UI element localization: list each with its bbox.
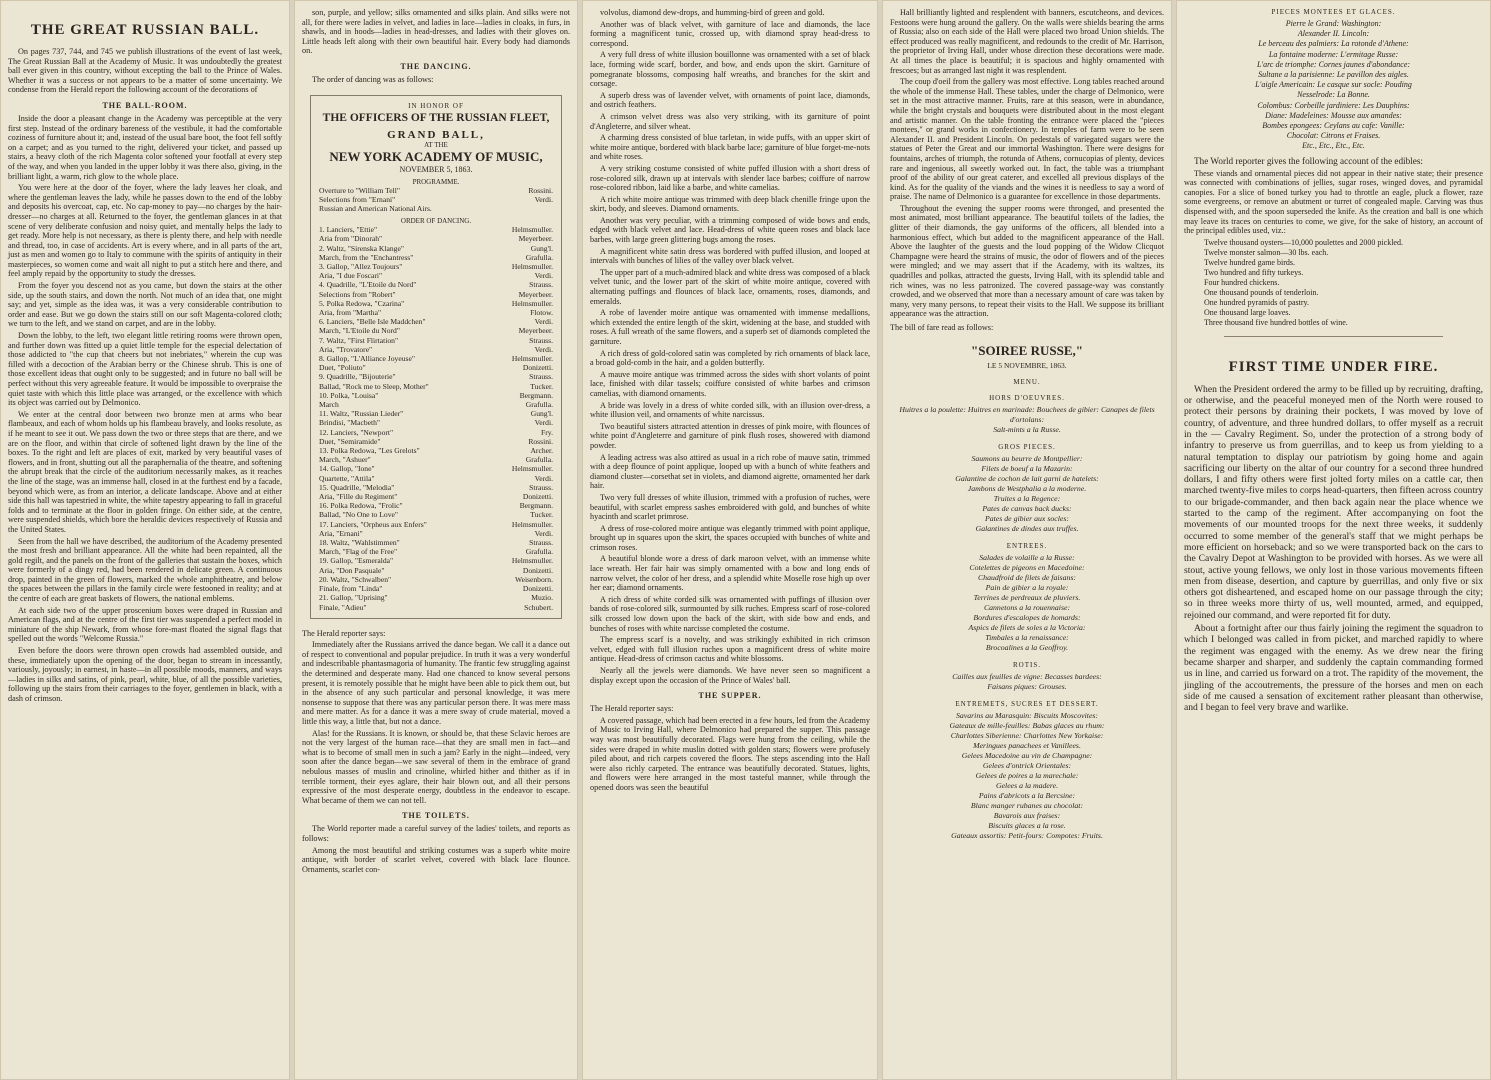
menu-section-heading: ROTIS. [1013,660,1041,669]
dance-row-composer: Verdi. [534,528,553,538]
dance-row [319,326,553,335]
menu-item: Gelees a la madere. [995,780,1059,790]
dance-row [319,446,553,455]
menu-section-heading: HORS D'OEUVRES. [989,393,1065,402]
dance-row [319,372,553,381]
column-2 [294,0,578,1080]
dance-row-composer: Verdi. [534,317,553,327]
programme-row-composer: Rossini. [528,185,553,195]
dance-row-title: Aria, "Trovatore" [319,344,373,354]
dance-row [319,299,553,308]
paragraph-group [8,114,282,704]
dance-row-title: Aria from "Dinorah" [319,234,383,244]
paragraph: Alas! for the Russians. It is known, or should be, that these Sclavic heroes are not the very largest of the human race—that they are small men in fact—and what is to become of small men in such a jam? Early in the night—indeed, very soon after the dance began—we saw several of them in the embrace of grand nebulous masses of muslin and crinoline, whirled hither and thither as if in terrible torment, their eyes aglare, their hair blown out, and all their persons expressive of the most desperate energy, doubtless in the endeavor to escape. What became of them we can not tell. [302,728,570,805]
dance-row-composer: Gung'l. [530,409,553,419]
dance-row-title: 1. Lanciers, "Ettie" [319,225,378,235]
dance-row [319,244,553,253]
menu-item: Gelees de poires a la marechale: [975,770,1079,780]
dance-row [319,234,553,243]
program-date: NOVEMBER 5, 1863. [399,164,473,174]
menu-item: Aspics de filets de soles a la Victoria: [968,622,1086,632]
paragraph: Nearly all the jewels were diamonds. We have never seen so magnificent a display except upon the occasion of the Prince of Wales' ball. [590,666,870,685]
dance-row-title: 3. Gallop, "Allez Toujours" [319,261,403,271]
paragraph: Two very full dresses of white illusion, trimmed with a profusion of ruches, were beautiful, with scarlet empress sashes embroidered with gold, and bunches of white hyacinth and scarlet primrose. [590,492,870,522]
dance-row-composer: Meyerbeer. [518,326,553,336]
paragraph: Another was of black velvet, with garniture of lace and diamonds, the lace forming a magnificent tunic, crossed up, with diamond spray head-dress to correspond. [590,19,870,48]
dance-row [319,455,553,464]
piece-line: Chocolat: Citrons et Fraises. [1286,131,1381,141]
dance-row-composer: Archer. [530,446,553,456]
dance-row [319,437,553,446]
paragraph: Another was very peculiar, with a trimming composed of wide bows and ends, edged with black velvet and lace. Head-dress of white queen roses and black lace barbes, with large green glittering bugs among the roses. [590,215,870,245]
menu-item: Jambons de Westphalia a la moderne. [967,483,1087,493]
dance-row [319,428,553,437]
piece-line: Nesselrode: La Bonne. [1297,90,1370,100]
dance-row-composer: Verdi. [534,344,553,354]
menu-item: Gelees Macedoine au vin de Champagne: [961,750,1093,760]
divider [1224,336,1443,337]
section-heading: THE BALL-ROOM. [102,100,188,110]
menu-date: LE 5 NOVEMBRE, 1863. [987,360,1067,370]
paragraph: The empress scarf is a novelty, and was strikingly exhibited in rich crimson velvet, edged with full illusion ruches upon a magnificent dress of white moire antique. Head-dress of crimson cactus and white blossoms. [590,635,870,664]
menu-item: Meringues panachees et Vanillees. [973,740,1081,750]
paragraph-group [1184,384,1483,714]
dance-row-title: 7. Waltz, "First Flirtation" [319,335,399,345]
herald-intro: The Herald reporter says: [302,628,386,638]
programme-list [319,186,553,214]
dance-row [319,593,553,602]
dance-row [319,336,553,345]
menu-section-heading: ENTREES. [1006,541,1048,550]
paragraph: Down the lobby, to the left, two elegant little retiring rooms were thrown open, and further down was fitted up a quiet little temple for the especial delectation of those addicted to "the cup that cheers but not inebriates," wherein the cup was filled with a decoction of the Arabian berry or the Chinese shrub. This is one of those excellent ideas that ought only to be suggested; and in future no ball will be perfect without this very agreeable feature. It would be impossible to overpraise the quiet taste with which this little place was arranged, or the excellence with which its object was carried out by Delmonico. [8,331,282,408]
menu-sections [890,394,1164,841]
menu-item: Salades de volaille a la Russe: [979,552,1075,562]
paragraph: A charming dress consisted of blue tarletan, in wide puffs, with an upper skirt of white moire antique, bordered with black barbe lace; garniture of blue forget-me-nots and white roses. [590,133,870,162]
dance-row [319,400,553,409]
dance-row [319,308,553,317]
dance-row-title: Aria, from "Martha" [319,308,382,317]
dance-row-title: Aria, "Ernani" [319,528,363,538]
paragraph: Seen from the hall we have described, the auditorium of the Academy presented the most fresh and brilliant appearance. All the white had been repainted, all the gold regilt, and the panels on the front of the galleries that sustain the boxes, which were formerly of a dingy red, had been rendered in delicate green. A continuous drop, painted in the green of flowers, marked the whole amphitheatre, and below the spaces between the pillars in the family circle were festooned in reality; and at the centre of each are great baskets of flowers, the national emblems. [8,536,282,604]
menu-item: Terrines de perdreaux de pluviers. [973,592,1081,602]
dance-row-composer: Weisenborn. [515,574,553,584]
menu-item: Salt-mints a la Russe. [993,424,1061,434]
menu-item: Brocoalines a la Geoffroy. [985,642,1069,652]
dance-row-composer: Tucker. [530,510,553,520]
dance-row-composer: Strauss. [529,372,553,382]
dance-row-composer: Verdi. [534,473,553,483]
paragraph: The upper part of a much-admired black and white dress was composed of a black velvet tunic, and the lower part of the skirt of white moire antique, covered with alternating puffings and flounces of black lace, ornaments, roses, diamonds, and emeralds. [590,267,870,306]
dance-row [319,253,553,262]
dance-row-title: Aria, "Don Pasquale" [319,565,385,575]
dance-row-composer: Helmsmuller. [511,556,553,566]
dance-row-title: Ballad, "No One to Love" [319,510,398,520]
menu-item: Blanc manger rubanes au chocolat: [970,800,1084,810]
dance-row-title: Quartette, "Attila" [319,473,375,483]
dance-row [319,547,553,556]
paragraph: A crimson velvet dress was also very striking, with its garniture of point d'Angleterre, and silver wheat. [590,111,870,131]
programme-row-title: Overture to "William Tell" [319,185,400,195]
edible-item: Twelve monster salmon—30 lbs. each. [1204,247,1329,257]
paragraph: A superb dress was of lavender velvet, with ornaments of point lace, diamonds, and ostrich feathers. [590,90,870,110]
dance-row-title: 9. Quadrille, "Bijouterie" [319,372,396,382]
edible-item: One hundred pyramids of pastry. [1204,297,1310,307]
supper-paragraph: A covered passage, which had been erected in a few hours, led from the Academy of Music to Irving Hall, where Delmonico had prepared the supper. This passage way was most beautifully decorated. Flags were hung from the ceiling, while the sides were draped in white muslin dotted with golden stars; flowers were profusely piled about, and rich carpets covered the floors. The steps ascending into the Hall were also richly carpeted. The entrance was beautifully decorated. Statues, lights, and flowers were here arranged in the most tasteful manner, while through the opened doors was seen the beautiful [590,715,870,792]
dance-row-title: Brindisi, "Macbeth" [319,418,381,428]
edible-item: Four hundred chickens. [1204,277,1280,287]
edibles-paragraph: These viands and ornamental pieces did not appear in their native state; their presence was connected with combinations of jellies, sugar roses, winged doves, and pyramidal canopies. For a slice of boned turkey you had to throttle an eagle, pluck a flower, raze some evergreens, or remove an abutment or turret of congealed maple. Carving was thus dispensed with, and the spoon superseded the knife. As the creation and ball is one which may leave its traces on centuries to come, we give, for the sake of history, an account of the principal edibles used, viz.: [1184,168,1483,236]
dance-programme-card [310,95,562,619]
dance-row-title: 2. Waltz, "Sirenska Klange" [319,243,404,253]
dance-row-composer: Helmsmuller. [511,261,553,271]
menu-item: Bordures d'escalopes de homards: [973,612,1081,622]
dance-row [319,510,553,519]
paragraph-group [302,640,570,805]
dance-row-title: 21. Gallop, "Uprising" [319,593,388,603]
paragraph: Throughout the evening the supper rooms were thronged, and presented the most animated, most brilliant appearance. The beautiful toilets of the ladies, the glitter of their diamonds, the gay uniforms of the officers, all blended into a harmonious effect, which but added to the magnificent appearance of the Hall. Above the laughter of the guests and the loud popping of the Widow Clicquot Champagne were heard the strains of music, the odor of flowers and of the pieces were mingled; and we may assert that if the Academy, with its waltzes, its quadrilles and polkas, attracted the guests, Irving Hall, with its splendid table and rich wines, was no less patronized. The covered passage-way was constantly crowded, and we observed that more than a necessary amount of care was taken by many, very many persons, to repeat their visits to the Hall. We suppose its brilliant appearance was the attraction. [890,203,1164,319]
fire-title: FIRST TIME UNDER FIRE. [1228,358,1439,375]
paragraph-group [590,8,870,685]
dance-row-title: 19. Gallop, "Esmeralda" [319,556,394,566]
column-5 [1176,0,1491,1080]
dance-row [319,391,553,400]
paragraph: A beautiful blonde wore a dress of dark maroon velvet, with an immense white lace wreath. Her fair hair was simply ornamented with a bow and long ends of narrow velvet, the color of her dress, and a splendid white Moselle rose high up over her ear; diamond ornaments. [590,554,870,593]
piece-line: Bombes epongees: Ceylans au cafe: Vanille: [1262,121,1405,131]
dance-row [319,363,553,372]
piece-line: La fontaine moderne: L'ermitage Russe: [1268,49,1399,59]
column-1 [0,0,290,1080]
toilets-intro: The World reporter made a careful survey of the ladies' toilets, and reports as follows: [302,824,570,843]
programme-row [319,195,553,204]
toilets-paragraph: Among the most beautiful and striking costumes was a superb white moire antique, with border of scarlet velvet, covered with black lace flounce. Ornaments, scarlet con- [302,845,570,874]
menu-item: Saumons au beurre de Montpellier: [971,453,1083,463]
dance-row-composer: Meyerbeer. [518,289,553,299]
dance-row-title: March [319,400,339,410]
dance-row-composer: Strauss. [529,280,553,290]
dance-row [319,225,553,234]
dance-row-composer: Meyerbeer. [518,234,553,244]
paragraph-group [890,8,1164,319]
pieces-list [1184,19,1483,152]
paragraph: A magnificent white satin dress was bordered with puffed illusion, and looped at intervals with bunches of lilies of the valley over black velvet. [590,246,870,266]
edible-item: Two hundred and fifty turkeys. [1204,267,1304,277]
dance-row-title: 10. Polka, "Louisa" [319,390,379,400]
dance-row-title: March, "Ashuer" [319,455,371,465]
menu-item: Huitres a la poulette: Huitres en marinade: Bouchees de gibier: Canapes de filets d'ortolans: [899,404,1155,424]
menu-item: Pains d'abricots a la Bercsine: [978,790,1076,800]
paragraph: A mauve moire antique was trimmed across the sides with short volants of point lace, finished with dilar tassels; coiffure consisted of white barbes and crimson camelias, with diamond ornaments. [590,369,870,398]
dance-row-title: 12. Lanciers, "Newport" [319,427,394,437]
dance-row-composer: Strauss. [529,538,553,548]
menu-item: Truites a la Regence: [993,493,1061,503]
dance-row-title: 13. Polka Redowa, "Les Grelots" [319,446,420,456]
paragraph: A dress of rose-colored moire antique was elegantly trimmed with point applique, brought up in squares upon the skirt, the spaces occupied with bunches of white and crimson roses. [590,523,870,552]
paragraph: A very striking costume consisted of white puffed illusion with a short dress of rose-colored silk, drawn up at intervals with slender lace barbes; coiffure of narrow rose-colored ribbon, laid like a barbe, and white camelias. [590,163,870,193]
paragraph: A leading actress was also attired as usual in a rich robe of mauve satin, trimmed with a deep flounce of point applique, looped up with a bunch of white feathers and diamond cluster—corsethat set in violets, and diamond aigrette, ornamented her dark hair. [590,452,870,491]
lead-paragraph: son, purple, and yellow; silks ornamented and silks plain. And silks were not all, for there were ladies in velvet, and ladies in lace—ladies in cloaks, in furs, in shawls, and in hoods—ladies in head-dresses, and ladies with their gloves on. Little heads left along with their own beautiful hair. Every body had diamonds on. [302,8,570,56]
dance-row-composer: Schubert. [524,602,553,612]
dance-row-title: 5. Polka Redowa, "Czarina" [319,298,405,308]
section-heading: THE DANCING. [400,61,472,71]
piece-line: L'aigle Americain: Le casque sur socle: Pouding [1255,80,1412,90]
programme-row [319,186,553,195]
column-4 [882,0,1172,1080]
dance-row-title: Ballad, "Rock me to Sleep, Mother" [319,381,429,391]
piece-line: Alexander II. Lincoln: [1297,29,1370,39]
programme-row [319,204,553,213]
menu-item: Chaudfroid de filets de faisans: [977,572,1077,582]
edible-item: Three thousand five hundred bottles of wine. [1204,317,1348,327]
dance-row [319,556,553,565]
paragraph: A rich white moire antique was trimmed with deep black chenille fringe upon the skirt, body, and sleeves. Diamond ornaments. [590,194,870,214]
edibles-list [1184,238,1483,328]
dance-row-title: Finale, from "Linda" [319,584,383,594]
paragraph: Immediately after the Russians arrived the dance began. We call it a dance out of respect to conventional and popular prejudice. In truth it was a very wonderful and indescribable phantasmagoria of humanity. The frantic few struggling against the determined and desperate many. Had one chanced to know several persons present, it is remotely possible that he might have been able to pick them out, but in the absence of any such particular and personal knowledge, it was mere nonsense to suppose that there was any particular person there. It was mere mass and mere matter. As for a dance it was a mere sway of crude material, moved a little this way, a little that, but not a dance. [302,640,570,727]
dance-row-composer: Helmsmuller. [511,298,553,308]
dance-row-title: Aria, "I due Foscari" [319,271,383,281]
section-heading: THE TOILETS. [402,811,470,821]
menu-item: Bavarois aux fraises: [993,810,1061,820]
paragraph: The coup d'oeil from the gallery was most effective. Long tables reached around the whole of the immense Hall. These tables, under the charge of Delmonico, were set in the most attractive manner. Fruits, rare at this season, were in abundance, while the bright crystals and bouquets were distributed about in the most elegant and artistic manner. On the table fronting the entrance were placed the "pieces montees," or grand works in confectionery. In temples of farm were to be seen Alexander II. and President Lincoln. On pedestals of variegated sugars were the statues of Peter the Great and our immortal Washington. There were designs for fountains, arches of triumph, the rotunda of Athens, cornucopias of plenty, devices rare and ingenious, all sweetly worked out. In fact, the table was a triumphant proof of the ability of our great caterer, and excelled all previous displays of the kind. As for the quality of the viands and the wines it is needless to say a word of praise. The name of Delmonico is a guarantee for excellence in those departments. [890,77,1164,202]
paragraph: Two beautiful sisters attracted attention in dresses of pink moire, with flounces of white point d'Angleterre and garniture of pink flush roses, showered with diamond powder. [590,421,870,450]
dance-row-composer: Grafulla. [525,252,553,262]
dance-row-title: 4. Quadrille, "L'Etoile du Nord" [319,280,417,290]
menu-item: Savarins au Marasquin: Biscuits Moscovites: [955,710,1099,720]
dance-row-composer: Rossini. [528,436,553,446]
dance-row [319,345,553,354]
menu-title: "SOIREE RUSSE," [971,342,1083,358]
dance-row-title: Finale, "Adieu" [319,602,367,612]
menu-item: Faisans piques: Grouses. [987,681,1067,691]
menu-item: Charlottes Siberienne: Charlottes New Yorkaise: [950,730,1104,740]
dance-row-title: Duet, "Poliuto" [319,363,366,373]
dance-row-composer: Fry. [541,427,553,437]
paragraph: About a fortnight after our thus fairly joining the regiment the squadron to which I belonged was called in from picket, and marched rapidly to where the regiment was engaged with the enemy. As we drew near the firing became sharper and sharper, and suddenly the captain commanding formed us in line, and carried us forward on a trot. The rapidity of the movement, the jingling of the accoutrements, the pressure of the horses and men on each side of me caused a sensation of excitement rather pleasant than otherwise, and I began to feel very brave and warlike. [1184,623,1483,714]
edible-item: Twelve thousand oysters—10,000 poulettes and 2000 pickled. [1204,237,1403,247]
piece-line: Colombus: Corbeille jardiniere: Les Dauphins: [1257,100,1410,110]
world-intro: The World reporter gives the following account of the edibles: [1194,155,1423,166]
dance-row-composer: Strauss. [529,335,553,345]
dance-row [319,529,553,538]
order-heading: ORDER OF DANCING. [400,217,472,226]
dance-row-title: Duet, "Semiramide" [319,436,381,446]
bill-intro: The bill of fare read as follows: [890,323,994,332]
dance-row-composer: Muzio. [531,593,553,603]
paragraph: When the President ordered the army to be filled up by recruiting, drafting, or otherwise, and the peaceful moneyed men of the North were roused to protect their persons by draining their pockets, I was moved by love of country, of adventure, and three hundred dollars, to offer myself as a recruit in the — Cavalry Regiment. So, under the protection of a strong body of infantry to preserve us from guerrillas, and to keep us from yielding to a natural temptation to display our patriotism by going home and again sacrificing our liberty on the altar of our country for a second three hundred dollars, I and fifty others were first jolted forty miles on a cattle car, then marched twenty-five miles to corps head-quarters, then fifteen across country to our brigade-commander, and then back again near the place whence we started to the camp of the regiment. After accompanying on foot the movements of our mounted troops for the next three weeks, it suddenly occurred to some member of the general's staff that we might perhaps be more efficient on horseback; and so we were transported back on the cars to the Cavalry Depot at Washington to be provided with horses. As we were all stout, active young fellows, we only lost in those various movements fifteen men from disease, desertion, and capture by guerrillas, and only five or six others got disheartened, and escaped home on our passage through the city; so in three weeks more thirty of us, well mounted, armed, and equipped, rejoined our command, and were reported fit for duty. [1184,383,1483,621]
dance-row-composer: Gung'l. [530,243,553,253]
menu-item: Pates de canvas back ducks: [982,503,1072,513]
dance-row-composer: Helmsmuller. [511,354,553,364]
dance-row [319,520,553,529]
program-honor: IN HONOR OF [408,101,464,110]
herald-intro: The Herald reporter says: [590,704,674,714]
program-academy: NEW YORK ACADEMY OF MUSIC, [329,148,543,164]
section-heading: THE SUPPER. [698,691,762,701]
menu-item: Pates de gibier aux socles: [984,513,1069,523]
dance-row [319,474,553,483]
dance-row [319,262,553,271]
menu-item: Cotelettes de pigeons en Macedoine: [969,562,1085,572]
dance-row-title: March, "L'Etoile du Nord" [319,326,400,336]
dance-row-composer: Tucker. [530,381,553,391]
dance-row [319,382,553,391]
piece-line: Sultane a la parisienne: Le pavillon des aigles. [1258,70,1409,80]
dance-row [319,464,553,473]
dance-row-title: March, "Flag of the Free" [319,547,398,557]
programme-heading: PROGRAMME. [412,177,460,186]
dance-row [319,538,553,547]
edible-item: Twelve hundred game birds. [1204,257,1295,267]
dance-row-title: Selections from "Robert" [319,289,396,299]
article-title: THE GREAT RUSSIAN BALL. [30,22,260,38]
dance-row-composer: Verdi. [534,418,553,428]
program-at: AT THE [424,140,448,149]
menu-item: Filets de boeuf a la Mazarin: [981,463,1073,473]
paragraph: Inside the door a pleasant change in the Academy was perceptible at the very first step. Instead of the ordinary bareness of the vestibule, it had the comfortable coziness of furniture about it; and, instead of the usual bare boot, the foot fell softly on a carpet; and as you turned to the right, delivered your ticket, and passed up stairs, a heavy cloth of the rich Magenta color softened your footfall at every step of the way, and when you landed in the upper lobby it was there also, giving, in the brilliant light, a warm, rich glow to the whole place. [8,113,282,181]
dance-row [319,418,553,427]
dance-list [319,225,553,612]
dance-row [319,566,553,575]
paragraph: volvolus, diamond dew-drops, and humming-bird of green and gold. [600,8,825,17]
dance-row-composer: Grafulla. [525,455,553,465]
menu-word: MENU. [1013,377,1041,386]
dance-row-composer: Donizetti. [522,584,553,594]
menu-item: Galantines de dindes aux truffes. [975,523,1079,533]
menu-item: Cailles aux feuilles de vigne: Becasses bardees: [952,671,1102,681]
column-3 [582,0,878,1080]
piece-line: L'arc de triomphe: Cornes jaunes d'abondance: [1256,59,1411,69]
piece-line: Pierre le Grand: Washington: [1285,19,1382,28]
dance-row-composer: Flotow. [530,308,553,317]
menu-item: Pain de gibier a la royale: [985,582,1069,592]
pieces-heading: PIECES MONTEES ET GLACES. [1271,8,1396,16]
menu-item: Biscuits glaces a la rose. [988,820,1066,830]
dance-row [319,492,553,501]
dance-row-title: 20. Waltz, "Schwalben" [319,574,392,584]
dance-row-title: 8. Gallop, "L'Alliance Joyeuse" [319,354,415,364]
dance-row-composer: Verdi. [534,271,553,281]
dance-row-composer: Bergmann. [519,390,553,400]
menu-item: Cannetons a la rouennaise: [983,602,1071,612]
paragraph: Hall brilliantly lighted and resplendent with banners, escutcheons, and devices. Festoons were hung around the gallery. On the walls were shields bearing the arms of Russia; also on each side of the Hall were placed two broad Union shields. The effect produced was really magnificent, and redounds to the credit of Mr. Harrison, the proprietor of Irving Hall, under whose direction these decorations were made. At all times the place is beautiful; it is spacious and highly ornamented with frescoes; but as arranged last night it was resplendent. [890,8,1164,75]
dance-row-title: 18. Waltz, "Wahlstimmen" [319,538,400,548]
paragraph: A rich dress of white corded silk was ornamented with puffings of illusion over bands of rose-colored silk, surmounted by silk ruches. Empress scarf of rose-colored silk crossed low down upon the back of the skirt, with side bow and ends, and bunches of roses with white narcisse completed the costume. [590,594,870,633]
paragraph: Even before the doors were thrown open crowds had assembled outside, and these, immediately upon the opening of the door, began to stream in incessantly, variously, joyously; in earnest, in haste—in all possible moods, manners, and ways—ladies in silks and satins, of pink, pearl, white, blue, of all the possible varieties, following up the stairs from their carriages to the foyer, gentlemen in black, with a dash of crimson. [8,646,282,703]
paragraph: A robe of lavender moire antique was ornamented with immense medallions, which extended the entire length of the skirt, widening at the base, and studded with roses. A full wreath of the same flowers, and a superb set of diamonds completed the garniture. [590,308,870,346]
dance-row-title: March, from the "Enchantress" [319,252,414,262]
dance-row-composer: Helmsmuller. [511,225,553,235]
dancing-intro: The order of dancing was as follows: [312,74,434,84]
menu-item: Gateaux assortis: Petit-fours: Compotes: Fruits. [951,830,1103,840]
dance-row-title: 16. Polka Redowa, "Frolic" [319,501,403,511]
dance-row [319,290,553,299]
piece-line: Diane: Madeleines: Mousse aux amandes: [1265,110,1402,120]
dance-row [319,317,553,326]
edible-item: One thousand pounds of tenderloin. [1204,287,1319,297]
dance-row-composer: Grafulla. [525,547,553,557]
dance-row-title: 15. Quadrille, "Melodia" [319,482,395,492]
dance-row-composer: Donizetti. [522,492,553,502]
dance-row-composer: Helmsmuller. [511,519,553,529]
menu-section-heading: ENTREMETS, SUCRES ET DESSERT. [955,699,1099,708]
dance-row [319,354,553,363]
dance-row-composer: Donizetti. [522,363,553,373]
paragraph: You were here at the door of the foyer, where the lady leaves her cloak, and where the gentleman leaves the lady, while he passes down to the end of the lobby and deposits his overcoat, cap, etc. No cap-money to pay—no charges by the hair-dresser—no charges at all. Returned to the foyer, the gentleman glances in at that scene of very deliberate confusion and noisy quiet, and mentally helps the lady to get ready. More help is not necessary, as there is plenty there, and help with needle and thread, too, in case of accidents. Art is every where, and in all parts of the art, just as men and women go to Italy to commune with the spirits of antiquity in their masterpieces, so women come and wait all night to put a stitch here and there, and feel amply repaid by the opportunity to study the dresses. [8,183,282,279]
piece-line: Le berceau des palmiers: La rotonde d'Athene: [1258,39,1409,49]
dance-row [319,575,553,584]
programme-row-composer: Verdi. [534,194,553,204]
dance-row-title: 11. Waltz, "Russian Lieder" [319,409,404,419]
edible-item: One thousand large loaves. [1204,307,1291,317]
paragraph: From the foyer you descend not as you came, but down the stairs at the other side, up the south stairs, and down the north. Not much of an idea that, one might say; and yet, simple as the idea was, it was a very considerable contribution to order and ease. But we go down the stairs still on our soft Magenta-colored cloth; we turn to the left, and we stand on carpet, and are in the lobby. [8,281,282,329]
program-officers: THE OFFICERS OF THE RUSSIAN FLEET, [322,111,550,124]
dance-row-composer: Bergmann. [519,501,553,511]
dance-row-title: Aria, "Fille du Regiment" [319,492,398,502]
dance-row [319,409,553,418]
dance-row [319,483,553,492]
dance-row [319,584,553,593]
dance-row-composer: Strauss. [529,482,553,492]
piece-line: Etc., Etc., Etc., Etc. [1302,141,1365,151]
dance-row-composer: Helmsmuller. [511,464,553,474]
paragraph: We enter at the central door between two bronze men at arms who bear flambeaux, and each of whom holds up his flambeau bravely, and looks resolute, as if he meant to see it out. We pass down the two or three steps that are there, and we are on the floor, and within that circle of softened light drawn by the line of the boxes. To the right and left are places of exit, marked by very beautiful vases of flowers, and in front, shutting out all the paraphernalia of the theatre, and softening the abrupt break that the circle of the auditorium necessarily makes, as it reaches the line of the stage, was an immense hall, closed in at the furthest end by a facade, beyond which were, as from an interior, a delicate landscape. Above and at either side this hall was tapestried in white, the white tapestry appearing to fall in graceful folds and to terminate at the floor in golden fringe. On either side, at the centre, were suspended shields, which bore the heraldic devices respectively of Russia and the United States. [8,409,282,534]
programme-row-title: Selections from "Ernani" [319,194,396,204]
menu-item: Timbales a la renaissance: [985,632,1069,642]
paragraph: A bride was lovely in a dress of white corded silk, with an illusion over-dress, a white illusion veil, and ornaments of white narcissus. [590,400,870,420]
dance-row [319,603,553,612]
paragraph: A very full dress of white illusion bouillonne was ornamented with a set of black lace, forming wide scarf, border, and bow, and ends upon the skirt. Garniture of pomegranate blossoms, composing half wreaths, and branches for the skirt and corsage. [590,50,870,89]
dance-row-title: 17. Lanciers, "Orpheus aux Enfers" [319,519,427,529]
menu-item: Gateaux de mille-feuilles: Babas glaces au rhum: [949,720,1105,730]
programme-row-title: Russian and American National Airs. [319,203,432,213]
dance-row-title: 14. Gallop, "Ione" [319,464,375,474]
dance-row-title: 6. Lanciers, "Belle Isle Maddchen" [319,317,426,327]
menu-item: Gelees d'ontrick Orientales: [982,760,1072,770]
dance-row-composer: Grafulla. [525,400,553,410]
menu-section-heading: GROS PIECES. [998,442,1056,451]
intro-paragraph: On pages 737, 744, and 745 we publish illustrations of the event of last week, The Great Russian Ball at the Academy of Music. It was undoubtedly the greatest ball ever given in this country, without excepting the ball to the Prince of Wales. Whether it was a success or not appears to be a matter of some uncertainty. We condense from the Herald report the following account of the decorations of [8,47,282,95]
dance-row [319,501,553,510]
programme-row-composer [549,204,553,213]
paragraph: At each side two of the upper proscenium boxes were draped in Russian and American flags, and at the centre of the first tier was suspended a perfect model in miniature of the ship Newark, from whose fore-mast floated the signal flags that spelled out the words "Welcome Russia." [8,605,282,644]
dance-row [319,271,553,280]
dance-row-composer: Donizetti. [522,565,553,575]
menu-item: Galantine de cochon de lait garni de hatelets: [955,473,1099,483]
program-grand-ball: GRAND BALL, [387,128,485,141]
dance-row [319,280,553,289]
paragraph: A rich dress of gold-colored satin was completed by rich ornaments of black lace, a broad gold-comb in the hair, and a golden butterfly. [590,348,870,368]
